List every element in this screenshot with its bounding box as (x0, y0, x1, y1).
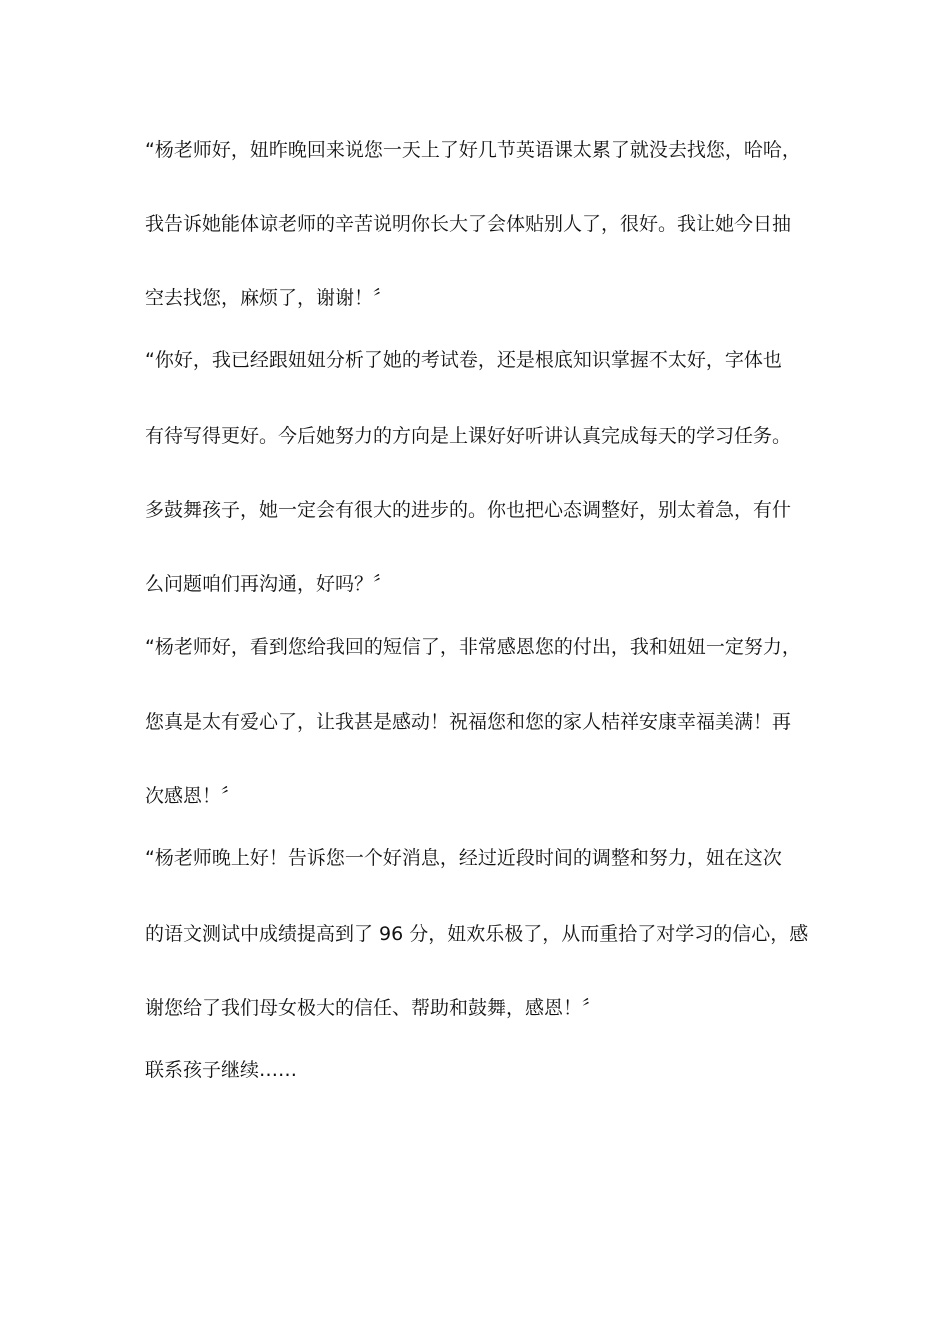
text-line: 联系孩子继续…… (145, 1059, 298, 1081)
text-line: 空去找您，麻烦了，谢谢！〞 (145, 287, 393, 309)
text-line: “杨老师好，看到您给我回的短信了，非常感恩您的付出，我和妞妞一定努力， (145, 636, 801, 658)
text-line: “杨老师晚上好！告诉您一个好消息，经过近段时间的调整和努力，妞在这次 (145, 847, 782, 869)
text-line: 多鼓舞孩子，她一定会有很大的进步的。你也把心态调整好，别太着急，有什 (145, 499, 792, 521)
text-line: 么问题咱们再沟通，好吗？〞 (145, 573, 393, 595)
text-line: “你好，我已经跟妞妞分析了她的考试卷，还是根底知识掌握不太好，字体也 (145, 349, 782, 371)
text-line: 我告诉她能体谅老师的辛苦说明你长大了会体贴别人了，很好。我让她今日抽 (145, 213, 792, 235)
text-line: 的语文测试中成绩提高到了 96 分，妞欢乐极了，从而重拾了对学习的信心，感 (145, 923, 809, 945)
text-line: 您真是太有爱心了，让我甚是感动！祝福您和您的家人桔祥安康幸福美满！再 (145, 711, 792, 733)
text-line: 谢您给了我们母女极大的信任、帮助和鼓舞，感恩！〞 (145, 997, 602, 1019)
text-line: 有待写得更好。今后她努力的方向是上课好好听讲认真完成每天的学习任务。 (145, 425, 792, 447)
text-line: 次感恩！〞 (145, 785, 241, 807)
text-line: “杨老师好，妞昨晚回来说您一天上了好几节英语课太累了就没去找您，哈哈， (145, 139, 801, 161)
